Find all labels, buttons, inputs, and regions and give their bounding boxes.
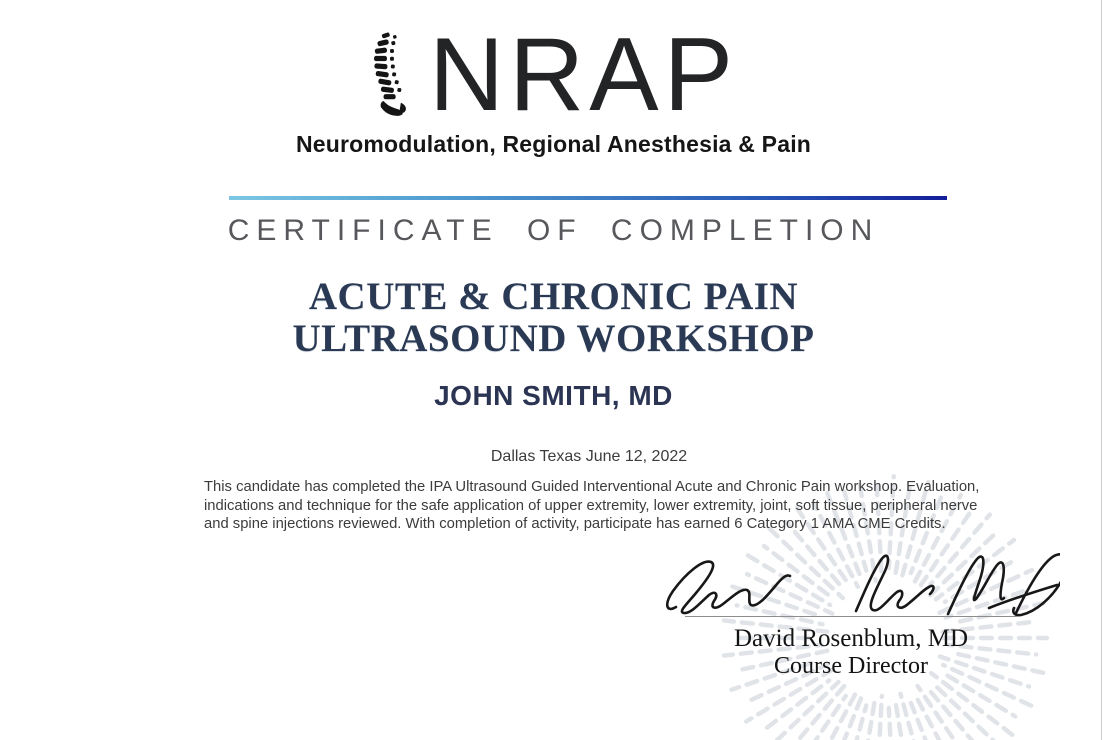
completion-statement-line3: and spine injections reviewed. With completion of activity, participate has earned 6 Category 1 AMA CME Credits. bbox=[204, 516, 946, 533]
accent-rule bbox=[229, 196, 947, 200]
signatory-name: David Rosenblum, MD bbox=[733, 625, 969, 652]
completion-statement-line1: This candidate has completed the IPA Ultrasound Guided Interventional Acute and Chronic Pain workshop. Evaluation, bbox=[204, 479, 980, 495]
page-right-edge bbox=[1101, 0, 1102, 740]
brand-logo bbox=[0, 17, 1103, 133]
signatory-block bbox=[685, 625, 1017, 680]
completion-statement-line2: indications and technique for the safe application of upper extremity, lower extremity, joint, soft tissue, peripheral nerve bbox=[204, 497, 978, 514]
completion-statement bbox=[204, 478, 994, 534]
certificate-heading: CERTIFICATE OF COMPLETION bbox=[227, 214, 880, 247]
signature-line bbox=[685, 616, 1017, 617]
recipient-name: JOHN SMITH, MD bbox=[434, 380, 673, 411]
signatory-role: Course Director bbox=[774, 653, 928, 679]
brand-wordmark: NRAP bbox=[429, 17, 738, 133]
course-title-line2: ULTRASOUND WORKSHOP bbox=[292, 317, 815, 360]
brand-tagline: Neuromodulation, Regional Anesthesia & Pain bbox=[295, 131, 812, 157]
spine-icon bbox=[361, 29, 413, 121]
course-title-line1: ACUTE & CHRONIC PAIN bbox=[308, 275, 799, 318]
course-title bbox=[0, 276, 1107, 360]
event-location-date: Dallas Texas June 12, 2022 bbox=[490, 448, 688, 465]
